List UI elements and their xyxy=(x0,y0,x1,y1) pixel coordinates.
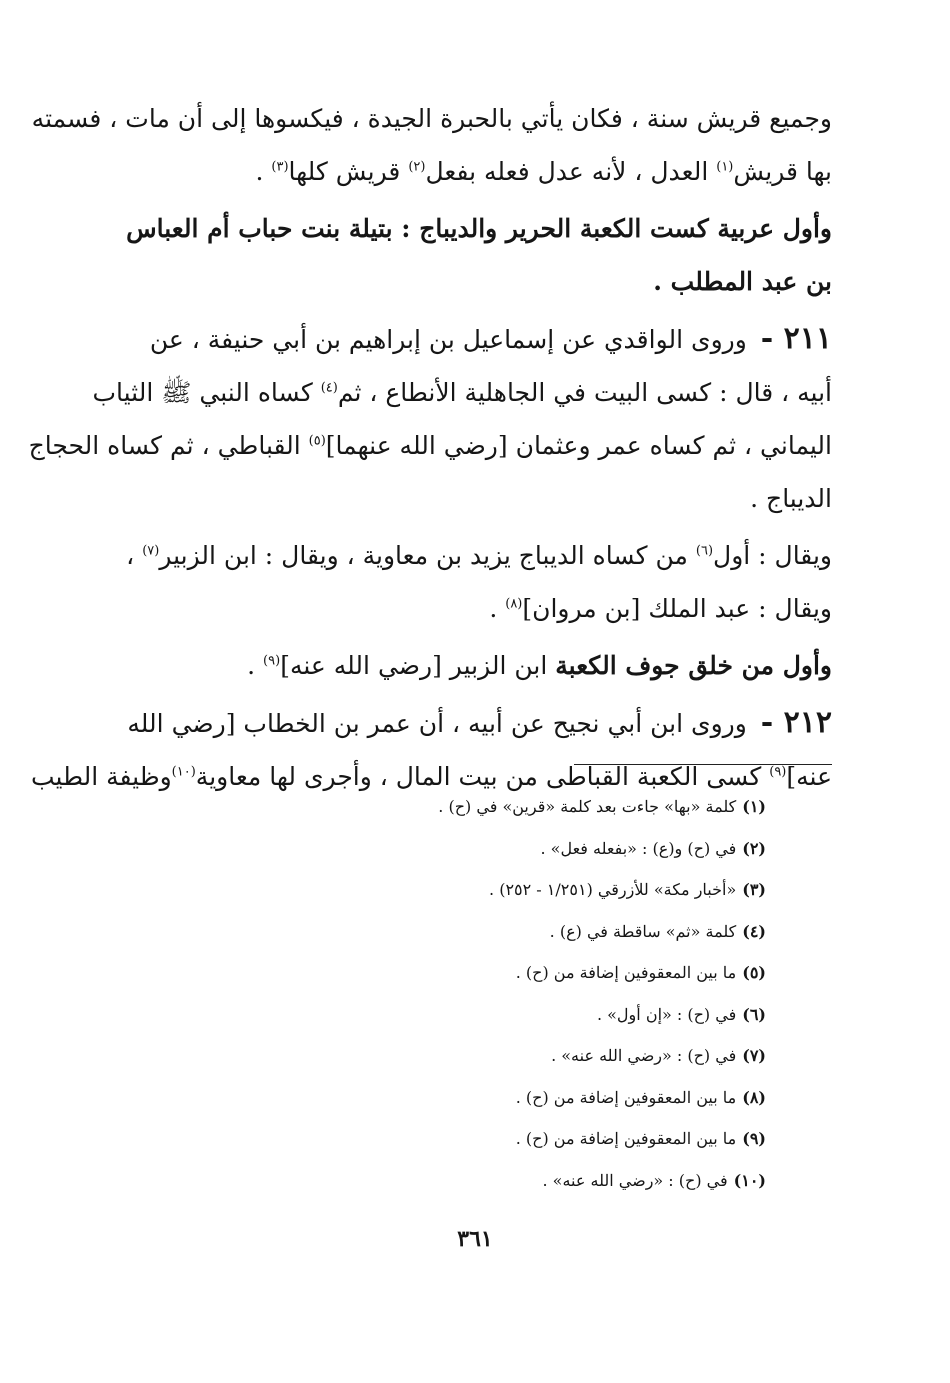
footnote-text: ما بين المعقوفين إضافة من (ح) . xyxy=(515,1129,737,1148)
text-line xyxy=(112,529,832,582)
text-span: الديباج . xyxy=(750,484,832,513)
text-line xyxy=(112,639,832,692)
text-span: قريش كلها xyxy=(288,157,409,186)
text-span: القباطي ، ثم كساه الحجاج xyxy=(28,431,309,460)
footnote-marker: (٧) xyxy=(142,543,160,559)
text-span: ويقال : عبد الملك [بن مروان] xyxy=(522,594,832,623)
footnote-text: في (ح) : «رضي الله عنه» . xyxy=(542,1170,728,1190)
footnote xyxy=(200,911,766,953)
footnote-divider xyxy=(574,764,832,765)
footnote-number: (٢) xyxy=(742,838,766,858)
footnote xyxy=(200,1160,766,1202)
paragraph-211 xyxy=(28,312,832,525)
footnote-number: (٩) xyxy=(742,1129,766,1148)
footnote-text: ما بين المعقوفين إضافة من (ح) . xyxy=(515,1087,737,1107)
text-span: كسى الكعبة القباطى من بيت المال ، وأجرى لها معاوية xyxy=(195,762,770,791)
footnote-marker: (٨) xyxy=(505,596,523,612)
footnote-number: (٣) xyxy=(742,880,766,899)
footnote-marker: (٩) xyxy=(263,653,281,669)
paragraph-1 xyxy=(31,92,832,198)
footnote-marker: (١٠) xyxy=(171,764,196,780)
paragraph-4 xyxy=(112,529,832,635)
footnote xyxy=(200,1035,766,1077)
paragraph-2 xyxy=(112,202,832,308)
text-span: بها قريش xyxy=(733,157,832,186)
paragraph-5 xyxy=(112,639,832,692)
text-span: بن عبد المطلب . xyxy=(653,267,832,296)
footnote-marker: (٥) xyxy=(308,433,326,449)
text-span: العدل ، لأنه عدل فعله بفعل xyxy=(425,157,717,186)
footnote xyxy=(200,994,766,1036)
footnote-number: (٥) xyxy=(742,963,766,982)
text-line xyxy=(112,696,832,750)
text-span: ، xyxy=(126,541,143,570)
footnote-number: (١) xyxy=(742,797,766,816)
text-span: وأول عربية كست الكعبة الحرير والديباج : بتيلة بنت حباب أم العباس xyxy=(126,214,832,243)
footnote-text: كلمة «بها» جاءت بعد كلمة «قرين» في (ح) . xyxy=(438,797,737,816)
text-span: وروى ابن أبي نجيح عن أبيه ، أن عمر بن الخطاب [رضي الله xyxy=(127,709,755,738)
text-span: عنه] xyxy=(786,762,832,791)
footnote-marker: (٣) xyxy=(271,159,289,175)
footnote-number: (٦) xyxy=(742,1004,766,1024)
footnote-number: (٤) xyxy=(742,921,766,941)
footnote-text: في (ح) و(ع) : «بفعله فعل» . xyxy=(540,838,737,858)
footnote-marker: (٦) xyxy=(695,543,714,559)
text-span: . xyxy=(247,651,264,680)
text-line xyxy=(28,419,832,472)
text-span: كساه النبي ﷺ الثياب xyxy=(92,378,321,407)
text-span: وجميع قريش سنة ، فكان يأتي بالحبرة الجيدة ، فيكسوها إلى أن مات ، فسمته xyxy=(31,104,832,133)
text-span: من كساه الديباج يزيد بن معاوية ، ويقال : ابن الزبير xyxy=(159,541,696,570)
footnote-number: (٧) xyxy=(742,1046,766,1065)
footnote-text: «أخبار مكة» للأزرقي (١/٢٥١ - ٢٥٢) . xyxy=(489,880,737,899)
footnote-marker: (٩) xyxy=(769,764,787,780)
text-line xyxy=(112,582,832,635)
footnote-marker: (١) xyxy=(716,159,734,175)
text-span: . xyxy=(489,594,506,623)
text-line xyxy=(112,202,832,255)
text-span: . xyxy=(255,157,272,186)
footnote-marker: (٤) xyxy=(320,380,338,396)
report-number: ٢١١ - xyxy=(760,321,832,356)
text-span: وظيفة الطيب xyxy=(30,762,172,791)
text-line xyxy=(112,255,832,308)
footnote xyxy=(200,869,766,911)
text-line xyxy=(112,312,832,366)
footnote-marker: (٢) xyxy=(408,159,426,175)
footnote-number: (٨) xyxy=(742,1087,766,1107)
text-line xyxy=(31,92,832,145)
text-line xyxy=(112,472,832,525)
main-text xyxy=(28,92,832,807)
footnote xyxy=(200,952,766,994)
text-span: وروى الواقدي عن إسماعيل بن إبراهيم بن أبي حنيفة ، عن xyxy=(149,325,755,354)
footnote-text: كلمة «ثم» ساقطة في (ع) . xyxy=(549,921,737,941)
text-span: ابن الزبير [رضي الله عنه] xyxy=(280,651,556,680)
page-number: ٣٦١ xyxy=(457,1226,493,1252)
text-span: أبيه ، قال : كسى البيت في الجاهلية الأنطاع ، ثم xyxy=(337,378,832,407)
text-line xyxy=(92,366,832,419)
footnote-text: ما بين المعقوفين إضافة من (ح) . xyxy=(515,963,737,982)
report-number: ٢١٢ - xyxy=(760,705,832,740)
footnote xyxy=(200,1118,766,1160)
footnotes-list xyxy=(200,786,766,1201)
footnote xyxy=(200,828,766,870)
footnote-number: (١٠) xyxy=(733,1170,766,1190)
footnote-text: في (ح) : «رضي الله عنه» . xyxy=(551,1046,737,1065)
text-span: اليماني ، ثم كساه عمر وعثمان [رضي الله عنهما] xyxy=(325,431,832,460)
footnote xyxy=(200,786,766,828)
footnote xyxy=(200,1077,766,1119)
text-span: ويقال : أول xyxy=(713,541,832,570)
text-span: وأول من خلق جوف الكعبة xyxy=(555,651,832,680)
footnote-text: في (ح) : «إن أول» . xyxy=(596,1004,737,1024)
text-line xyxy=(112,145,832,198)
